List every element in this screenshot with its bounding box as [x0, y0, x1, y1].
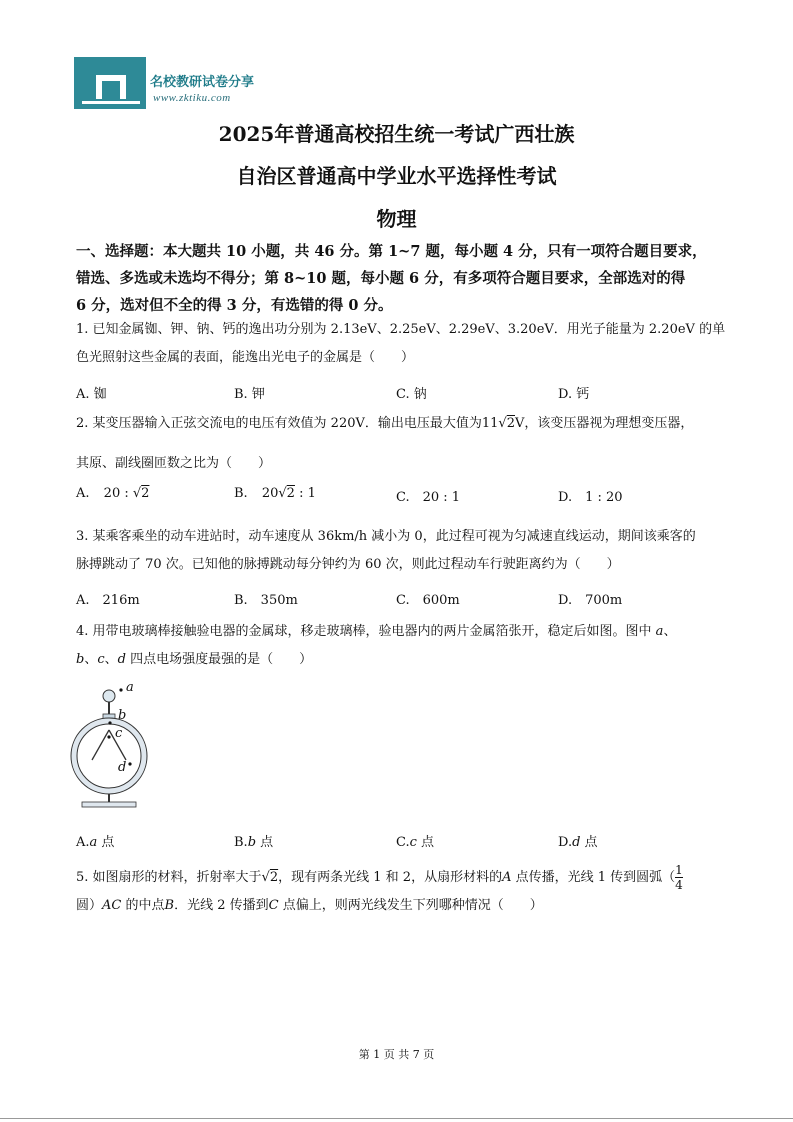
option-label: A.	[76, 835, 90, 850]
option-suffix: 点	[97, 835, 115, 850]
q3-option-b[interactable]: B. 350m	[234, 593, 298, 608]
label-b: b	[118, 708, 127, 723]
math-coef: 11	[481, 416, 499, 431]
var-A: A	[502, 870, 512, 885]
q3-option-c[interactable]: C. 600m	[396, 593, 460, 608]
var-C: C	[268, 898, 279, 913]
point-b	[108, 721, 111, 724]
question-2	[76, 410, 726, 438]
var-c: c	[97, 652, 105, 667]
q4-option-b[interactable]	[234, 831, 273, 850]
label-a: a	[126, 680, 134, 695]
question-text: 1. 已知金属铷、钾、钠、钙的逸出功分别为 2.13eV、2.25eV、2.29eV、3.20eV．用光子能量为 2.20eV 的单	[76, 322, 726, 337]
option-var: c	[409, 835, 417, 850]
q2-option-a[interactable]	[76, 486, 149, 501]
electroscope-figure	[66, 680, 166, 810]
building-icon	[74, 57, 146, 109]
sqrt-sign: √	[261, 870, 270, 885]
option-radicand: 2	[286, 486, 295, 501]
option-label: B.	[234, 835, 248, 850]
math-unit: V	[515, 416, 525, 431]
q2-option-b[interactable]	[234, 486, 316, 501]
option-label: C.	[396, 835, 410, 850]
section-line: 6 分，选对但不全的得 3 分，有选错的得 0 分。	[76, 297, 393, 314]
separator: 、	[84, 652, 98, 667]
point-d	[128, 762, 131, 765]
q3-option-a[interactable]: A. 216m	[76, 593, 140, 608]
question-text: 色光照射这些金属的表面，能逸出光电子的金属是（ ）	[76, 350, 415, 365]
question-1	[76, 316, 726, 372]
var-d: d	[117, 652, 126, 667]
var-a: a	[655, 624, 664, 639]
q1-option-d[interactable]: D. 钙	[558, 387, 590, 402]
q3-option-d[interactable]: D. 700m	[558, 593, 623, 608]
section-line: 一、选择题：本大题共 10 小题，共 46 分。第 1~7 题，每小题 4 分，只有一项符合题目要求，	[76, 243, 707, 260]
separator: 、	[104, 652, 118, 667]
label-c: c	[115, 726, 123, 741]
q4-option-a[interactable]	[76, 831, 114, 850]
stand-base	[82, 802, 136, 807]
electroscope-diagram	[66, 680, 166, 810]
q4-option-c[interactable]	[396, 831, 434, 850]
question-4	[76, 618, 726, 674]
option-radicand: 2	[141, 486, 150, 501]
point-c	[107, 735, 110, 738]
option-suffix: 点	[416, 835, 435, 850]
question-5	[76, 863, 726, 920]
option-var: a	[89, 835, 98, 850]
question-text: 圆）	[76, 898, 103, 913]
question-text: ，该变压器视为理想变压器，	[524, 416, 694, 431]
question-text: 3. 某乘客乘坐的动车进站时，动车速度从 36km/h 减小为 0，此过程可视为匀减速直线运动，期间该乘客的	[76, 529, 696, 544]
fraction-quarter	[675, 863, 683, 892]
option-value: 20	[261, 486, 279, 501]
question-text-line2	[76, 646, 726, 674]
question-text: 4. 用带电玻璃棒接触验电器的金属球，移走玻璃棒，验电器内的两片金属箔张开，稳定后如图。图中	[76, 624, 656, 639]
question-3	[76, 523, 726, 579]
q2-option-d[interactable]: D. 1 : 20	[558, 490, 623, 505]
math-radicand: 2	[506, 416, 515, 431]
frac-denominator: 4	[675, 878, 683, 892]
subject-title: 物理	[376, 207, 417, 231]
logo-mark	[74, 57, 146, 109]
q1-option-a[interactable]: A. 铷	[76, 387, 107, 402]
question-text: 、	[663, 624, 677, 639]
sqrt-sign: √	[278, 486, 287, 501]
question-text-line2	[76, 892, 726, 920]
question-text: 四点电场强度最强的是（ ）	[125, 652, 313, 667]
point-a	[119, 688, 122, 691]
question-text: 点偏上，则两光线发生下列哪种情况（ ）	[278, 898, 543, 913]
q4-option-d[interactable]	[558, 831, 598, 850]
sqrt-sign: √	[132, 486, 142, 501]
question-text: ，现有两条光线 1 和 2，从扇形材料的	[278, 870, 503, 885]
question-text: 脉搏跳动了 70 次。已知他的脉搏跳动每分钟约为 60 次，则此过程动车行驶距离约为（ ）	[76, 557, 620, 572]
question-text: ．光线 2 传播到	[174, 898, 269, 913]
question-text: 点传播，光线 1 传到圆弧（	[511, 870, 676, 885]
metal-ball	[103, 690, 115, 702]
q2-option-c[interactable]: C. 20 : 1	[396, 490, 461, 505]
option-suffix: 点	[580, 835, 598, 850]
exam-title-line1: 2025年普通高校招生统一考试广西壮族	[218, 122, 575, 146]
radicand: 2	[269, 870, 279, 885]
option-label: A.	[76, 486, 90, 501]
question-text: 5. 如图扇形的材料，折射率大于	[76, 870, 262, 885]
var-AC: AC	[102, 898, 122, 913]
q1-option-c[interactable]: C. 钠	[396, 387, 427, 402]
exam-title-line2: 自治区普通高中学业水平选择性考试	[236, 164, 557, 188]
option-var: d	[572, 835, 581, 850]
option-value-tail: : 1	[294, 486, 316, 501]
option-var: b	[247, 835, 257, 850]
section-line: 错选、多选或未选均不得分；第 8~10 题，每小题 6 分，有多项符合题目要求，全部选对的得	[76, 270, 686, 287]
var-B: B	[164, 898, 175, 913]
option-suffix: 点	[256, 835, 274, 850]
sqrt-sign: √	[498, 416, 507, 431]
option-label: D.	[558, 835, 573, 850]
option-value: 20 :	[103, 486, 133, 501]
logo-url: www.zktiku.com	[153, 92, 231, 104]
glass-case-inner	[77, 724, 141, 788]
bottom-rule	[0, 1118, 793, 1119]
question-2-line2: 其原、副线圈匝数之比为（ ）	[76, 456, 272, 471]
q1-option-b[interactable]: B. 钾	[234, 387, 265, 402]
option-label: B.	[234, 486, 248, 501]
question-text-line1	[76, 863, 726, 892]
section-instructions	[76, 238, 726, 319]
logo-name: 名校教研试卷分享	[150, 75, 255, 90]
question-text-line1	[76, 618, 726, 646]
question-text: 2. 某变压器输入正弦交流电的电压有效值为 220V．输出电压最大值为	[76, 416, 482, 431]
var-b: b	[76, 652, 85, 667]
label-d: d	[118, 760, 127, 775]
question-text: 的中点	[121, 898, 165, 913]
page-footer: 第 1 页 共 7 页	[358, 1048, 435, 1061]
frac-numerator: 1	[675, 863, 683, 877]
